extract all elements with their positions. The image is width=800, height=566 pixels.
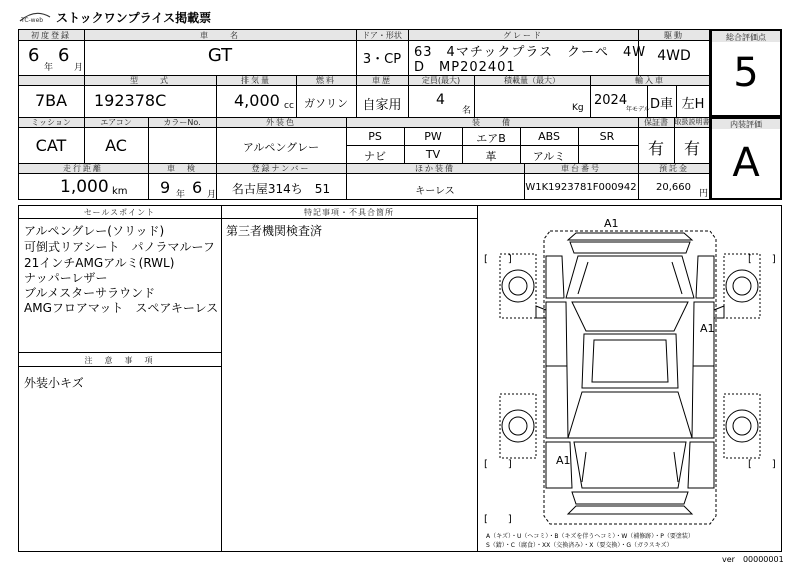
drive: 4WD	[657, 48, 691, 64]
capacity: 4	[436, 92, 445, 108]
mission-label: ミッション	[31, 118, 71, 127]
damage-legend-line-2: S（錆）・C（腐食）・XX（交換済み）・X（要交換）・G（ガラスキズ）	[486, 542, 673, 549]
vin: W1K1923781F000942	[525, 182, 637, 193]
door-label: ドア・形状	[362, 31, 402, 40]
inspection-label: 車 検	[167, 164, 197, 173]
model-prefix: 7BA	[34, 91, 68, 110]
warranty: 有	[647, 139, 664, 158]
manual: 有	[683, 139, 700, 158]
import-label: 輸入車	[635, 76, 665, 85]
reg-month: 6	[58, 45, 70, 66]
import-year: 2024	[594, 93, 628, 108]
sales-point-item: アルペングレー(ソリッド)	[24, 224, 165, 238]
damage-legend-line-1: A（キズ）・U（ヘコミ）・B（キズを伴うヘコミ）・W（補修跡）・P（要塗装）	[486, 533, 694, 540]
import-year-unit: 年モデル	[626, 106, 650, 113]
interior-score-label: 内装評価	[730, 120, 762, 129]
page-title: ストックワンプライス掲載票	[56, 11, 212, 25]
displacement-label: 排気量	[241, 76, 271, 85]
car-name: GT	[207, 45, 233, 66]
mileage-label: 走行距離	[63, 164, 103, 173]
inspection-year-unit: 年	[176, 190, 186, 200]
sales-point-item: ナッパーレザー	[24, 271, 108, 285]
reg-year: 6	[28, 45, 40, 66]
car-name-label: 車 名	[200, 31, 240, 40]
grade-line-1: 63 4マチックプラス クーペ 4W	[414, 45, 647, 60]
equipment-label: 装 備	[472, 118, 512, 127]
equipment-item: アルミ	[532, 150, 566, 163]
plate-label: 登録ナンバー	[251, 164, 311, 173]
inspection-month-unit: 月	[207, 190, 217, 200]
equipment-item: SR	[599, 130, 615, 143]
version: ver 00000001	[722, 555, 784, 564]
mission: CAT	[35, 136, 67, 155]
warranty-label: 保証書	[644, 118, 668, 127]
aircon-label: エアコン	[100, 118, 132, 127]
grade-line-2: D MP202401	[414, 60, 516, 75]
notes-text: 外装小キズ	[24, 376, 84, 390]
recycle-label: 預託金	[659, 164, 689, 173]
tire-bracket: [ ]	[484, 254, 512, 265]
aircon: AC	[105, 136, 127, 155]
manual-label: 取扱説明書	[674, 118, 710, 126]
first-reg-label: 初度登録	[31, 31, 71, 40]
drive-label: 駆動	[664, 31, 684, 40]
tire-bracket: [ ]	[484, 459, 512, 470]
usage: 自家用	[362, 98, 402, 113]
exterior-color-label: 外装色	[266, 118, 296, 127]
fuel-label: 燃料	[316, 76, 336, 85]
mileage-unit: km	[112, 186, 128, 197]
equipment-item: PW	[424, 130, 442, 143]
damage-mark: A1	[604, 217, 619, 230]
capacity-label: 定員(最大)	[421, 76, 461, 85]
grade-label: グレード	[503, 31, 543, 40]
equipment-item: PS	[368, 130, 382, 143]
capacity-unit: 名	[462, 106, 472, 116]
reg-year-unit: 年	[44, 63, 54, 73]
import-dealer: D車	[649, 97, 673, 112]
damage-mark: A1	[700, 322, 715, 335]
equipment-item: TV	[425, 148, 441, 161]
interior-score: A	[732, 140, 760, 186]
other-equipment-label: ほか装備	[415, 164, 455, 173]
recycle-unit: 円	[699, 189, 709, 199]
recycle: 20,660	[656, 182, 691, 193]
sales-point-item: 可倒式リアシート パノラマルーフ	[24, 240, 215, 254]
load-unit: Kg	[572, 103, 584, 113]
displacement-unit: cc	[284, 101, 294, 111]
displacement: 4,000	[234, 91, 280, 110]
plate: 名古屋314ち 51	[231, 182, 331, 196]
damage-mark: A1	[556, 454, 571, 467]
remarks-text: 第三者機関検査済	[226, 224, 323, 238]
car-damage-diagram	[478, 206, 781, 551]
overall-score-label: 総合評価点	[726, 33, 766, 42]
sales-points-label: セールスポイント	[83, 208, 156, 217]
exterior-color: アルペングレー	[242, 141, 320, 154]
svg-text:TC-web: TC-web	[21, 17, 44, 24]
tire-bracket: [ ]	[748, 459, 776, 470]
equipment-item: 革	[485, 150, 497, 163]
overall-score: 5	[733, 50, 759, 96]
sales-point-item: 21インチAMGアルミ(RWL)	[24, 256, 175, 270]
tc-web-logo	[18, 9, 52, 22]
equipment-item: ナビ	[364, 150, 386, 163]
usage-label: 車歴	[372, 76, 392, 85]
mileage: 1,000	[60, 177, 109, 197]
inspection-month: 6	[192, 178, 203, 197]
load-label: 積載量（最大）	[504, 76, 560, 85]
notes-label: 注 意 事 項	[84, 356, 155, 365]
equipment-item: ABS	[538, 130, 560, 143]
door-shape: 3・CP	[362, 52, 402, 67]
sales-point-item: ブルメスターサラウンド	[24, 286, 156, 300]
remarks-label: 特記事項・不具合箇所	[304, 208, 394, 217]
model-code: 192378C	[94, 91, 167, 110]
tire-bracket: [ ]	[748, 254, 776, 265]
inspection-year: 9	[160, 178, 171, 197]
other-equipment: キーレス	[415, 186, 455, 197]
equipment-item: エアB	[476, 132, 506, 145]
sales-point-item: AMGフロアマット スペアキーレス	[24, 301, 219, 315]
color-no-label: カラーNo.	[163, 118, 201, 127]
reg-month-unit: 月	[74, 63, 84, 73]
fuel: ガソリン	[304, 97, 348, 110]
tire-bracket: [ ]	[484, 514, 512, 525]
model-label: 型 式	[130, 76, 170, 85]
handle: 左H	[681, 97, 705, 112]
vin-label: 車台番号	[561, 164, 601, 173]
